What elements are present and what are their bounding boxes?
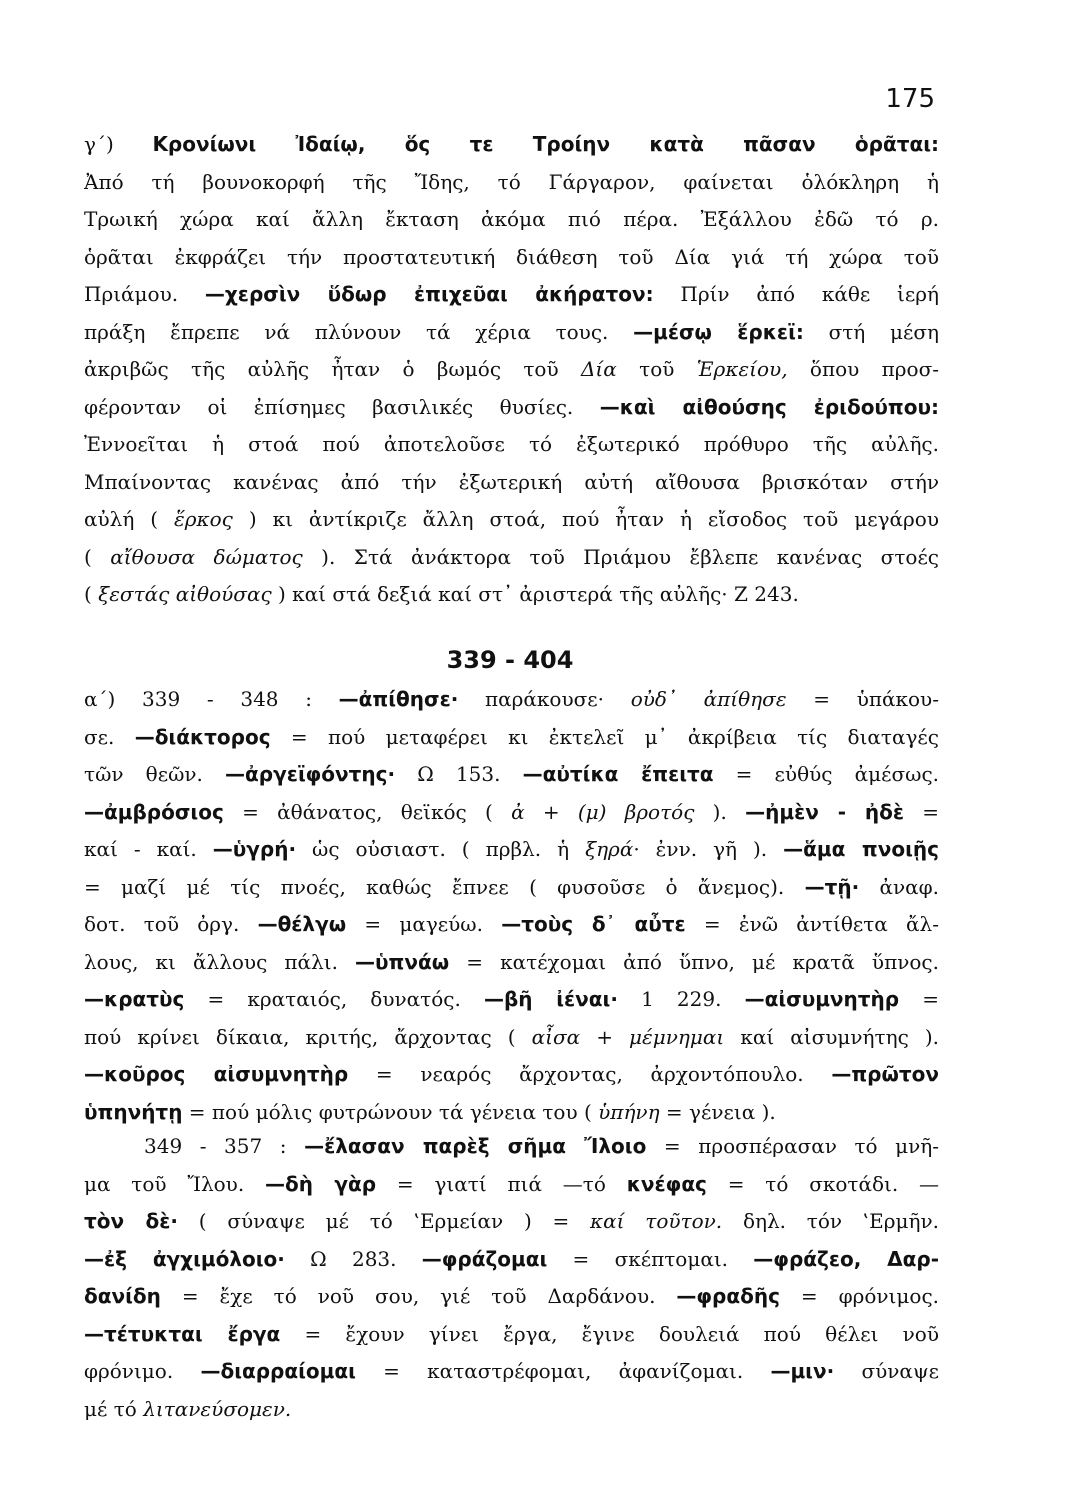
text-run: αὐλή ( [84, 507, 175, 531]
text-run: Ω 283. [284, 1246, 422, 1271]
text-run: τῶν θεῶν. [84, 762, 226, 786]
text-run: = πού μόλις φυτρώνουν τά γένεια του ( [182, 1099, 599, 1124]
text-line [84, 906, 939, 944]
text-run: = σκέπτομαι. [547, 1246, 754, 1271]
text-run: ( σύναψε μέ τό ‛Ερμείαν ) = [177, 1209, 591, 1233]
text-run: Ἀπό τή βουνοκορφή τῆς Ἴδης, τό Γάργαρον, φαίνεται ὁλόκληρη ἡ [84, 169, 939, 194]
text-run: = [899, 987, 939, 1011]
bold-term: —κρατὺς [84, 987, 185, 1011]
bold-term: δανίδη [84, 1284, 161, 1308]
text-run: ) κι ἀντίκριζε ἄλλη στοά, πού ἦταν ἡ εἴσοδος τοῦ μεγάρου [232, 507, 939, 531]
text-line [84, 464, 939, 502]
bold-term: —μιν· [770, 1359, 835, 1383]
text-run: ὁρᾶται ἐκφράζει τήν προστατευτική διάθεση τοῦ Δία γιά τή χώρα τοῦ [84, 244, 939, 269]
text-run: 349 - 357 : [144, 1134, 305, 1158]
text-line [84, 164, 939, 202]
bold-term: —χερσὶν ὕδωρ ἐπιχεῦαι ἀκήρατον: [204, 282, 654, 306]
text-run: καί αἰσυμνήτης ). [724, 1024, 939, 1049]
text-run: 1 229. [617, 987, 745, 1011]
text-run: Πρίν ἀπό κάθε ἱερή [653, 282, 939, 306]
bold-term: —πρῶτον [831, 1062, 939, 1086]
bold-term: Κρονίωνι Ἰδαίῳ, ὅς τε Τροίην κατὰ πᾶσαν ὁρᾶται: [152, 132, 939, 156]
italic-term: αἶσα + μέμνημαι [531, 1024, 725, 1049]
bold-term: —καὶ αἰθούσης ἐριδούπου: [599, 394, 939, 419]
italic-term: ἀ + (μ) βροτός [511, 799, 695, 824]
text-run: ). Στά ἀνάκτορα τοῦ Πριάμου ἔβλεπε κανένας στοές [302, 544, 939, 569]
page-number: 175 [885, 84, 935, 114]
text-run: τοῦ [616, 357, 697, 381]
italic-term: Ἑρκείου, [696, 357, 788, 381]
text-run: ὅπου προσ- [787, 357, 939, 381]
bold-term: —τοὺς δ᾽ αὖτε [501, 912, 686, 936]
text-run: = προσπέρασαν τό μνῆ- [646, 1134, 939, 1158]
text-line [84, 389, 939, 427]
text-line [84, 539, 939, 577]
bold-term: —ἐξ ἀγχιμόλοιο· [84, 1246, 285, 1271]
italic-term: ξηρά [585, 837, 634, 861]
text-run: μέ τό [84, 1396, 144, 1421]
text-run: = ἐνῶ ἀντίθετα ἄλ- [685, 912, 939, 936]
text-run: = ἀθάνατος, θεϊκός ( [223, 799, 512, 824]
text-run: γ΄) [84, 132, 153, 156]
text-line [84, 426, 939, 464]
text-run: ( [84, 582, 99, 606]
text-run: = καταστρέφομαι, ἀφανίζομαι. [355, 1359, 771, 1383]
bold-term: —διάκτορος [134, 724, 271, 749]
text-run: ). [694, 799, 746, 824]
bold-term: —ὑγρή· [212, 837, 297, 861]
text-run: σύναψε [834, 1359, 939, 1383]
text-run: Τρωική χώρα καί ἄλλη ἔκταση ἀκόμα πιό πέρα. Ἐξάλλου ἐδῶ τό ρ. [84, 207, 939, 231]
text-run: καί - καί. [84, 837, 213, 861]
text-run: δοτ. τοῦ ὀργ. [84, 912, 258, 936]
text-line [84, 501, 939, 539]
bold-term: —ἀπίθησε· [338, 687, 459, 711]
text-line [84, 831, 939, 869]
italic-term: ἕρκος [174, 507, 233, 531]
bold-term: τὸν δὲ· [84, 1209, 178, 1233]
text-line [84, 719, 939, 757]
bold-term: —θέλγω [257, 912, 347, 936]
text-run: ὡς οὐσιαστ. ( πρβλ. ἡ [296, 837, 586, 861]
text-run: = γένεια ). [659, 1099, 776, 1124]
text-run: = ἔχουν γίνει ἔργα, ἔγινε δουλειά πού θέλει νοῦ [280, 1321, 939, 1346]
text-line [84, 1241, 939, 1279]
text-line [84, 1166, 939, 1204]
text-run: λους, κι ἄλλους πάλι. [84, 949, 356, 974]
text-run: στή μέση [803, 319, 939, 344]
text-run: ( [84, 544, 111, 569]
text-run: = πού μεταφέρει κι ἐκτελεῖ μ᾽ ἀκρίβεια τίς διαταγές [270, 724, 939, 749]
text-line [84, 1278, 939, 1316]
section-gamma [84, 126, 939, 614]
text-run: · ἐνν. γῆ ). [633, 837, 784, 861]
text-run: = γιατί πιά —τό [376, 1171, 627, 1196]
bold-term: —τῇ· [804, 874, 860, 899]
text-line [84, 756, 939, 794]
text-run: = [903, 799, 939, 824]
bold-term: —δὴ γὰρ [265, 1171, 377, 1196]
text-line [84, 276, 939, 314]
text-run: ἀκριβῶς τῆς αὐλῆς ἦταν ὁ βωμός τοῦ [84, 357, 581, 381]
text-run: σε. [84, 724, 135, 749]
bold-term: —ἀμβρόσιος [84, 799, 224, 824]
text-run: παράκουσε· [458, 687, 631, 711]
text-run: = εὐθύς ἀμέσως. [713, 762, 939, 786]
text-run: Πριάμου. [84, 282, 205, 306]
text-run: = ὑπάκου- [786, 687, 939, 711]
text-run: = νεαρός ἄρχοντας, ἀρχοντόπουλο. [348, 1062, 832, 1086]
italic-term: οὐδ᾽ ἀπίθησε [630, 687, 787, 711]
italic-term: καί τοῦτον. [590, 1209, 723, 1233]
text-line [84, 944, 939, 982]
text-run: ἀναφ. [859, 874, 939, 899]
text-run: = φρόνιμος. [779, 1284, 939, 1308]
italic-term: ὑπήνη [598, 1099, 660, 1124]
text-run: Ἐννοεῖται ἡ στοά πού ἀποτελοῦσε τό ἐξωτερικό πρόθυρο τῆς αὐλῆς. [84, 432, 939, 456]
section-349-357 [84, 1128, 939, 1428]
text-line [84, 1056, 939, 1094]
text-run: φρόνιμο. [84, 1359, 201, 1383]
italic-term: λιτανεύσομεν. [143, 1396, 292, 1421]
bold-term: —αἰσυμνητὴρ [744, 987, 900, 1011]
text-line [84, 314, 939, 352]
bold-term: —φράζομαι [421, 1246, 548, 1271]
bold-term: ὑπηνήτῃ [84, 1099, 183, 1124]
bold-term: —διαρραίομαι [200, 1359, 356, 1383]
text-line [84, 1128, 939, 1166]
text-run: πράξη ἔπρεπε νά πλύνουν τά χέρια τους. [84, 319, 634, 344]
text-run: δηλ. τόν ‛Ερμῆν. [722, 1209, 939, 1233]
bold-term: —κοῦρος αἰσυμνητὴρ [84, 1062, 349, 1086]
bold-term: —φράζεο, Δαρ- [753, 1246, 939, 1271]
section-alpha [84, 681, 939, 1131]
text-line [84, 1094, 939, 1132]
text-run: φέρονταν οἱ ἐπίσημες βασιλικές θυσίες. [84, 394, 600, 419]
text-line [84, 869, 939, 907]
text-run: Μπαίνοντας κανένας ἀπό τήν ἐξωτερική αὐτή αἴθουσα βρισκόταν στήν [84, 469, 939, 494]
text-run: μα τοῦ Ἴλου. [84, 1171, 266, 1196]
bold-term: —βῆ ἰέναι· [483, 987, 618, 1011]
text-line [84, 981, 939, 1019]
text-line [84, 1316, 939, 1354]
text-run: πού κρίνει δίκαια, κριτής, ἄρχοντας ( [84, 1024, 532, 1049]
bold-term: κνέφας [626, 1171, 707, 1196]
text-run: = μαζί μέ τίς πνοές, καθώς ἔπνεε ( φυσοῦσε ὁ ἄνεμος). [84, 874, 805, 899]
bold-term: —μέσῳ ἕρκεϊ: [633, 319, 804, 344]
text-line [84, 576, 939, 614]
text-run: = κραταιός, δυνατός. [184, 987, 484, 1011]
text-run: Ω 153. [395, 762, 523, 786]
text-line [84, 681, 939, 719]
bold-term: —τέτυκται ἔργα [84, 1321, 281, 1346]
text-line [84, 794, 939, 832]
text-line [84, 201, 939, 239]
text-run: ) καί στά δεξιά καί στ᾽ ἀριστερά τῆς αὐλῆς· Ζ 243. [271, 582, 799, 606]
text-line [84, 239, 939, 277]
bold-term: —ἔλασαν παρὲξ σῆμα Ἴλοιο [304, 1134, 647, 1158]
italic-term: Δία [580, 357, 617, 381]
text-run: = τό σκοτάδι. — [706, 1171, 939, 1196]
section-heading: 339 - 404 [446, 646, 574, 674]
bold-term: —ἠμὲν - ἠδὲ [745, 799, 904, 824]
bold-term: —αὐτίκα ἔπειτα [522, 762, 714, 786]
bold-term: —φραδῆς [676, 1284, 780, 1308]
text-run: = μαγεύω. [346, 912, 502, 936]
text-run: = ἔχε τό νοῦ σου, γιέ τοῦ Δαρδάνου. [160, 1284, 677, 1308]
bold-term: —ἅμα πνοιῇς [783, 837, 939, 861]
text-line [84, 1353, 939, 1391]
italic-term: ξεστάς αἰθούσας [98, 582, 272, 606]
text-run: = κατέχομαι ἀπό ὕπνο, μέ κρατᾶ ὕπνος. [449, 949, 939, 974]
text-line [84, 351, 939, 389]
text-line [84, 126, 939, 164]
italic-term: αἴθουσα δώματος [110, 544, 303, 569]
bold-term: —ἀργεϊφόντης· [225, 762, 396, 786]
text-run: α΄) 339 - 348 : [84, 687, 339, 711]
bold-term: —ὑπνάω [355, 949, 450, 974]
text-line [84, 1391, 939, 1429]
text-line [84, 1019, 939, 1057]
text-line [84, 1203, 939, 1241]
